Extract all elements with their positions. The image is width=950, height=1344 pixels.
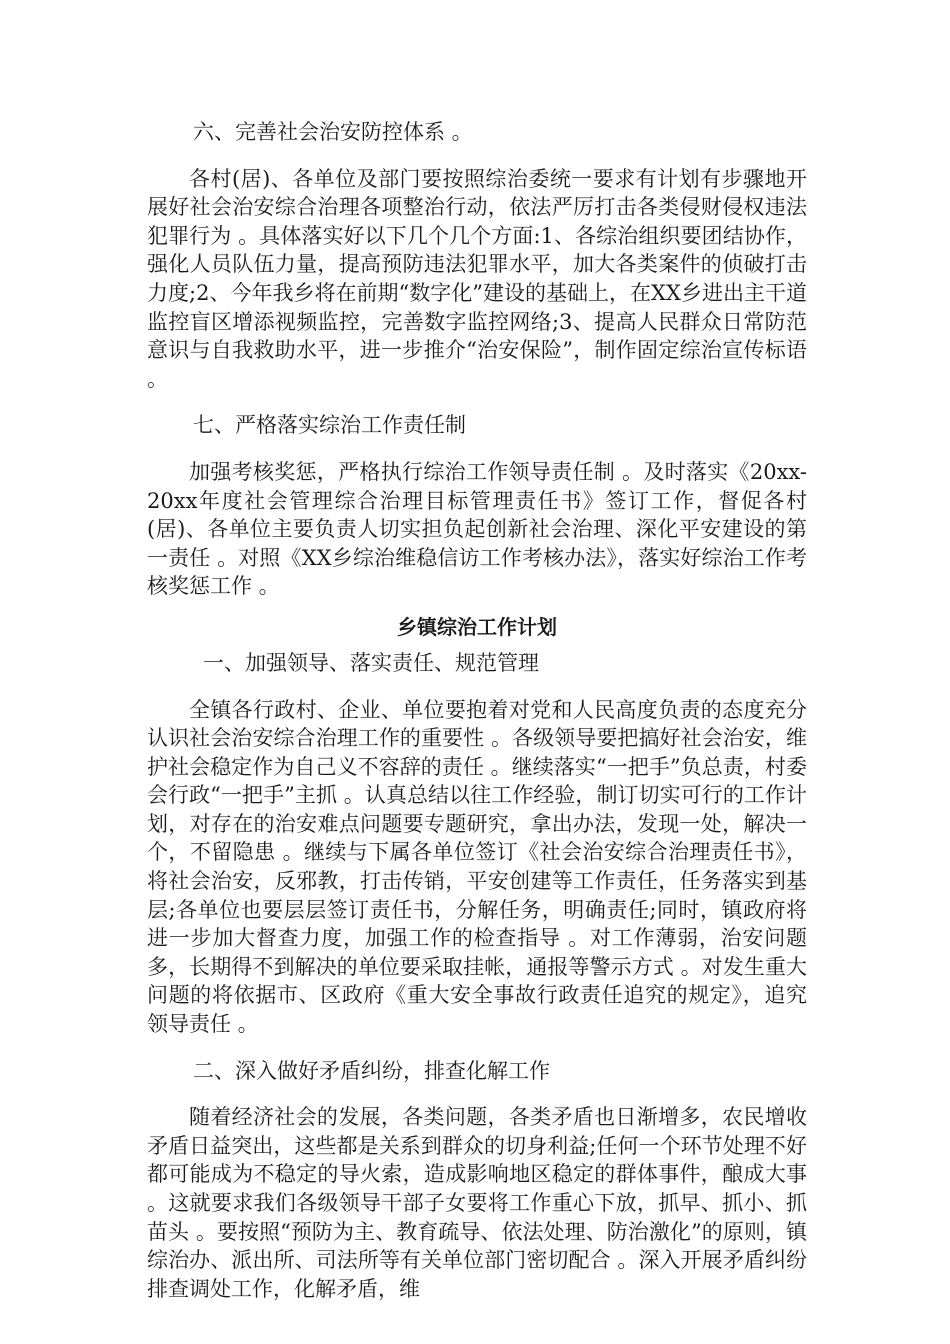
paragraph-7: 加强考核奖惩，严格执行综治工作领导责任制 。及时落实《20xx-20xx年度社会管理综合治理目标管理责任书》签订工作，督促各村(居)、各单位主要负责人切实担负起创新社会治理、深化平安建设的第一责任 。对照《XX乡综治维稳信访工作考核办法》，落实好综治工作考核奖惩工作 。 [147,459,807,599]
section-heading-6: 六、完善社会治安防控体系 。 [193,120,473,144]
section-heading-7: 七、严格落实综治工作责任制 [193,413,466,438]
document-title: 乡镇综治工作计划 [397,614,557,639]
paragraph-2: 随着经济社会的发展，各类问题，各类矛盾也日渐增多，农民增收矛盾日益突出，这些都是关系到群众的切身利益;任何一个环节处理不好都可能成为不稳定的导火索，造成影响地区稳定的群体事件，酿成大事 。这就要求我们各级领导干部子女要将工作重心下放，抓早、抓小、抓苗头 。要按照“预防为主、教育疏导、依法处理、防治激化”的原则，镇综治办、派出所、司法所等有关单位部门密切配合 。深入开展矛盾纠纷排查调处工作，化解矛盾，维 [147,1105,807,1301]
section-heading-1: 一、加强领导、落实责任、规范管理 [203,650,539,675]
section-heading-2: 二、深入做好矛盾纠纷，排查化解工作 [193,1058,550,1083]
document-page [147,118,807,1321]
paragraph-1: 全镇各行政村、企业、单位要抱着对党和人民高度负责的态度充分认识社会治安综合治理工作的重要性 。各级领导要把搞好社会治安，维护社会稳定作为自己义不容辞的责任 。继续落实“一把手”负总责，村委会行政“一把手”主抓 。认真总结以往工作经验，制订切实可行的工作计划，对存在的治安难点问题要专题研究，拿出办法，发现一处，解决一个，不留隐患 。继续与下属各单位签订《社会治安综合治理责任书》，将社会治安，反邪教，打击传销，平安创建等工作责任，任务落实到基层;各单位也要层层签订责任书，分解任务，明确责任;同时，镇政府将进一步加大督查力度，加强工作的检查指导 。对工作薄弱，治安问题多，长期得不到解决的单位要采取挂帐，通报等警示方式 。对发生重大问题的将依据市、区政府《重大安全事故行政责任追究的规定》，追究领导责任 。 [147,697,807,1037]
paragraph-6: 各村(居)、各单位及部门要按照综治委统一要求有计划有步骤地开展好社会治安综合治理各项整治行动，依法严厉打击各类侵财侵权违法犯罪行为 。具体落实好以下几个几个方面:1、各综治组织要团结协作，强化人员队伍力量，提高预防违法犯罪水平，加大各类案件的侦破打击力度;2、今年我乡将在前期“数字化”建设的基础上，在XX乡进出主干道监控盲区增添视频监控，完善数字监控网络;3、提高人民群众日常防范意识与自我救助水平，进一步推介“治安保险”，制作固定综治宣传标语 。 [147,166,807,391]
